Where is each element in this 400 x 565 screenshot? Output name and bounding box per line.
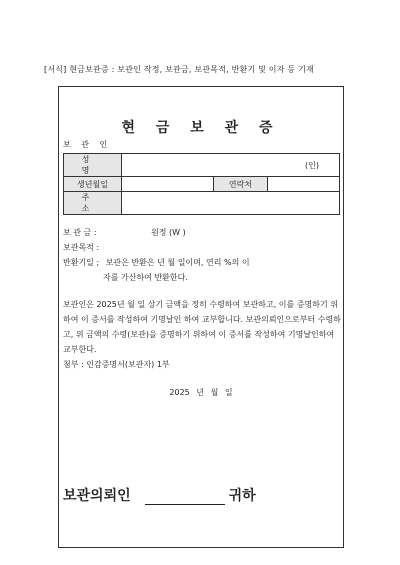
- address-label: 주 소: [64, 192, 122, 215]
- name-label: 성 명: [64, 154, 122, 177]
- document-title: 현 금 보 관 증: [121, 120, 281, 136]
- recipient-label: 보관의뢰인: [63, 488, 131, 504]
- contact-field[interactable]: [268, 177, 340, 192]
- attachment-line: 첨부 : 인감증명서(보관자) 1부: [63, 360, 170, 369]
- contact-label: 연락처: [214, 177, 268, 192]
- address-field[interactable]: [122, 192, 340, 215]
- recipient-signature-line[interactable]: [145, 490, 225, 505]
- return-text-continued: 자를 가산하여 반환한다.: [103, 273, 188, 282]
- body-paragraph: 보관인은 2025년 월 일 상기 금액을 정히 수령하여 보관하고, 이를 증명하기 위하여 이 증서를 작성하여 기명날인 하여 교부합니다. 보관의뢰인으로부터 수령하고, 위 금액의 수령(보관)을 증명하기 위하여 이 증서를 작성하여 기명날인하여 교부한다.: [63, 300, 341, 354]
- amount-value: 원정 (W ): [151, 228, 186, 237]
- amount-line: [63, 227, 186, 238]
- recipient-suffix: 귀하: [228, 488, 256, 504]
- custodian-info-table: [63, 153, 340, 215]
- birth-field[interactable]: [122, 177, 214, 192]
- address-row: [64, 192, 340, 215]
- custodian-section-label: 보 관 인: [63, 140, 112, 149]
- return-label: 반환기일 ;: [63, 258, 100, 267]
- purpose-line: [63, 242, 99, 253]
- name-row: [64, 154, 340, 177]
- date-line: 2025 년 월 일: [169, 388, 233, 397]
- form-note: [서식] 현금보관증 : 보관인 작정, 보관금, 보관목적, 반환기 및 이자 등 기재: [44, 65, 314, 74]
- seal-mark: (인): [305, 160, 319, 170]
- return-line: [63, 257, 250, 268]
- name-field[interactable]: [122, 154, 340, 177]
- recipient-line: [63, 485, 256, 505]
- birth-label: 생년월일: [64, 177, 122, 192]
- purpose-label: 보관목적 :: [63, 243, 100, 252]
- document-frame: [58, 86, 344, 548]
- birth-contact-row: [64, 177, 340, 192]
- return-text: 보관은 반환은 년 월 일이며, 연리 %의 이: [105, 258, 250, 267]
- amount-label: 보 관 금 :: [63, 228, 97, 237]
